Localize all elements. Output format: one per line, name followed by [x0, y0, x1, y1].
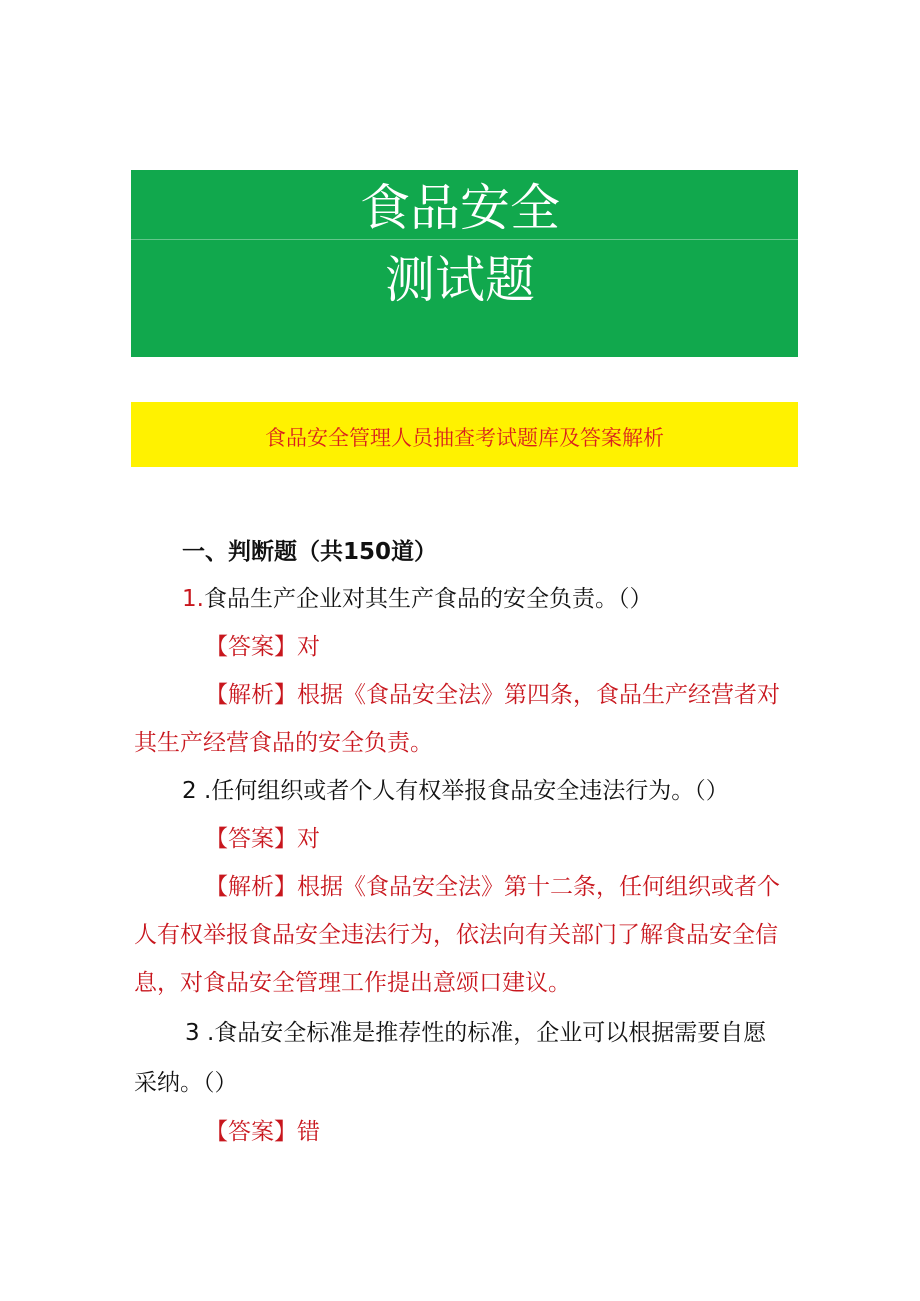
question-2-answer: 【答案】对	[205, 826, 320, 852]
question-3-number: 3	[185, 1020, 200, 1046]
question-3-text-line-1: .食品安全标准是推荐性的标准，企业可以根据需要自愿	[206, 1020, 767, 1046]
section-title: 一、判断题（共150道）	[182, 539, 438, 565]
question-2-analysis-line-2: 人有权举报食品安全违法行为，依法向有关部门了解食品安全信	[134, 922, 778, 948]
question-2-analysis-line-1: 【解析】根据《食品安全法》第十二条，任何组织或者个	[205, 874, 780, 900]
question-1-text: 食品生产企业对其生产食品的安全负责。（）	[203, 586, 653, 612]
question-1	[182, 584, 652, 614]
banner-divider	[131, 239, 798, 240]
question-3-text-line-2: 采纳。（）	[134, 1070, 238, 1096]
question-2-number: 2	[182, 778, 197, 804]
banner-title-line1: 食品安全	[360, 179, 560, 237]
question-3-answer: 【答案】错	[205, 1119, 320, 1145]
question-2-text: .任何组织或者个人有权举报食品安全违法行为。（）	[203, 778, 729, 804]
question-1-answer: 【答案】对	[205, 634, 320, 660]
question-1-analysis-line-1: 【解析】根据《食品安全法》第四条，食品生产经营者对	[205, 682, 780, 708]
question-1-number: 1.	[182, 586, 204, 612]
subtitle-text: 食品安全管理人员抽查考试题库及答案解析	[265, 426, 664, 450]
question-1-analysis-line-2: 其生产经营食品的安全负责。	[134, 730, 433, 756]
question-2-analysis-line-3: 息，对食品安全管理工作提出意颂口建议。	[134, 970, 571, 996]
question-3	[185, 1018, 766, 1048]
question-2	[182, 776, 729, 806]
banner-title-line2: 测试题	[385, 251, 535, 309]
